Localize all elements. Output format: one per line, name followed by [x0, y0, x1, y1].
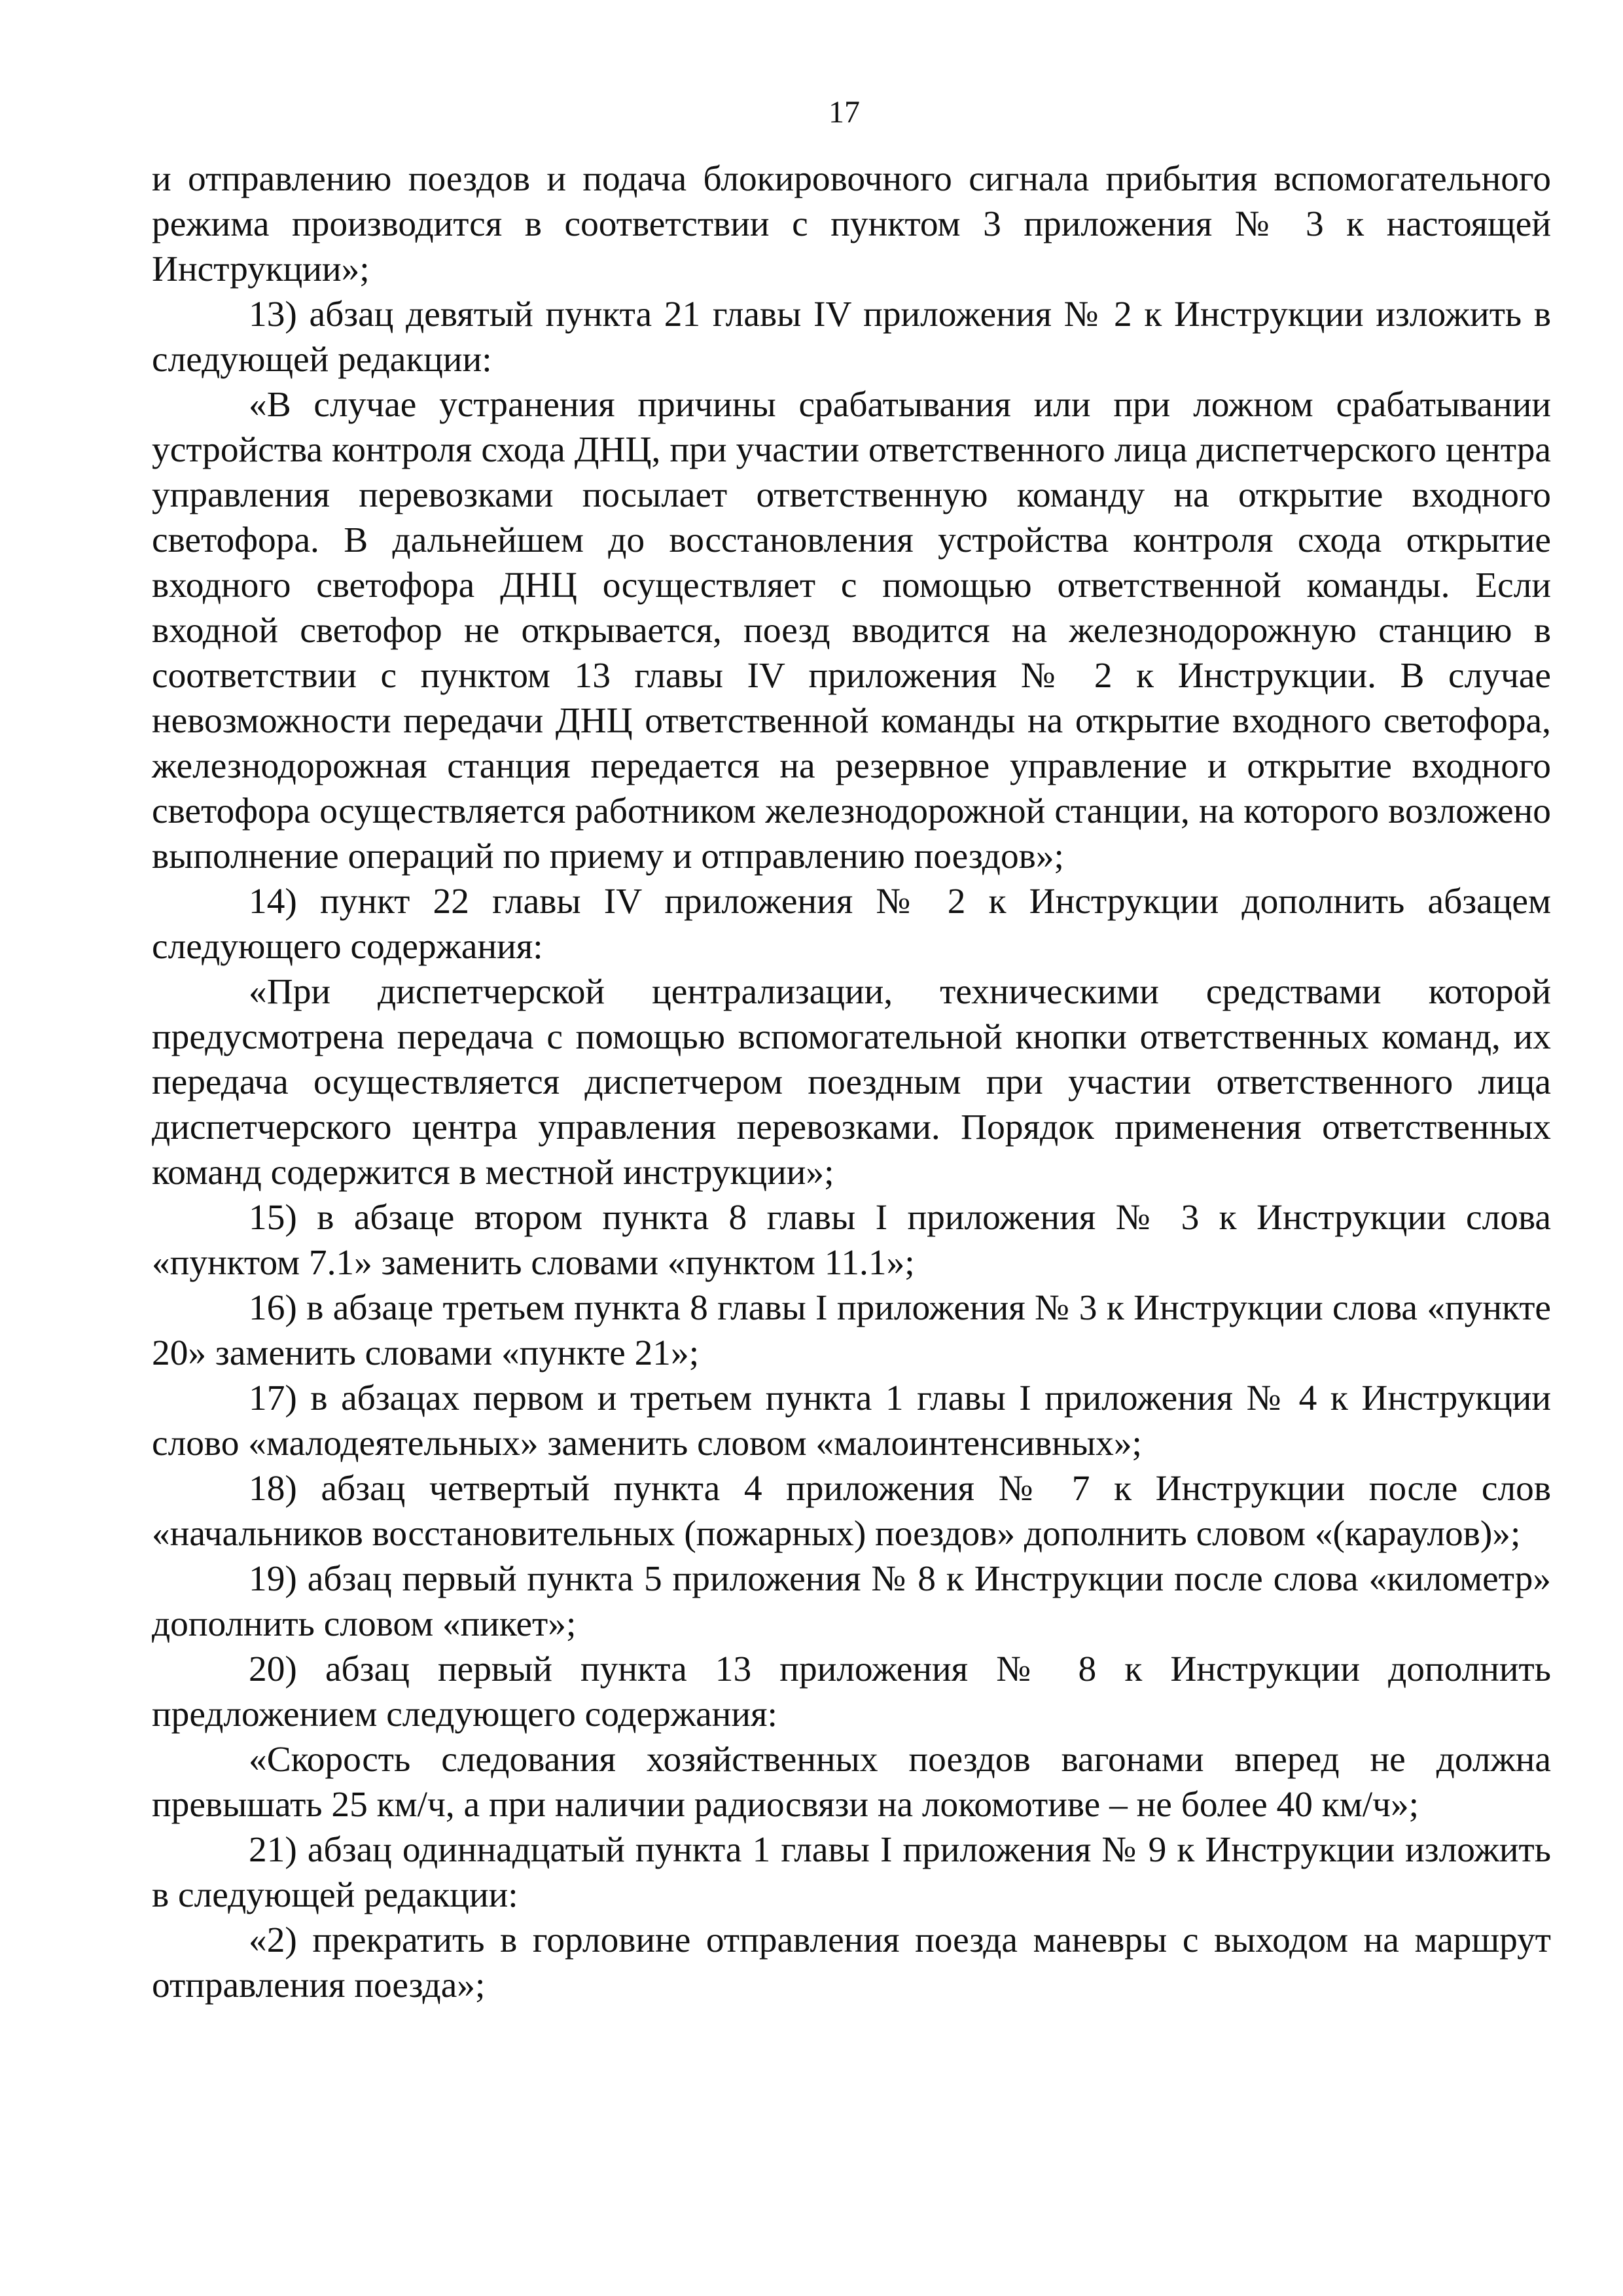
paragraph: 16) в абзаце третьем пункта 8 главы I приложения № 3 к Инструкции слова «пункте 20» заменить словами «пункте 21»;	[152, 1287, 1551, 1372]
paragraph: 13) абзац девятый пункта 21 главы IV приложения № 2 к Инструкции изложить в следующей редакции:	[152, 294, 1551, 379]
paragraph: 21) абзац одиннадцатый пункта 1 главы I приложения № 9 к Инструкции изложить в следующей редакции:	[152, 1829, 1551, 1914]
page-number: 17	[829, 95, 860, 130]
paragraph: «В случае устранения причины срабатывания или при ложном срабатывании устройства контроля схода ДНЦ, при участии ответственного лица диспетчерского центра управления перевозками посылает ответственную команду на открытие входного светофора. В дальнейшем до восстановления устройства контроля схода открытие входного светофора ДНЦ осуществляет с помощью ответственной команды. Если входной светофор не открывается, поезд вводится на железнодорожную станцию в соответствии с пунктом 13 главы IV приложения № 2 к Инструкции. В случае невозможности передачи ДНЦ ответственной команды на открытие входного светофора, железнодорожная станция передается на резервное управление и открытие входного светофора осуществляется работником железнодорожной станции, на которого возложено выполнение операций по приему и отправлению поездов»;	[152, 384, 1551, 876]
paragraph: и отправлению поездов и подача блокировочного сигнала прибытия вспомогательного режима производится в соответствии с пунктом 3 приложения № 3 к настоящей Инструкции»;	[152, 158, 1551, 289]
paragraph: «При диспетчерской централизации, техническими средствами которой предусмотрена передача с помощью вспомогательной кнопки ответственных команд, их передача осуществляется диспетчером поездным при участии ответственного лица диспетчерского центра управления перевозками. Порядок применения ответственных команд содержится в местной инструкции»;	[152, 971, 1551, 1192]
document-body	[152, 156, 1551, 2007]
paragraph: 19) абзац первый пункта 5 приложения № 8 к Инструкции после слова «километр» дополнить словом «пикет»;	[152, 1558, 1551, 1643]
paragraph: 17) в абзацах первом и третьем пункта 1 главы I приложения № 4 к Инструкции слово «малодеятельных» заменить словом «малоинтенсивных»;	[152, 1378, 1551, 1463]
paragraph: 14) пункт 22 главы IV приложения № 2 к Инструкции дополнить абзацем следующего содержания:	[152, 881, 1551, 966]
paragraph: 20) абзац первый пункта 13 приложения № 8 к Инструкции дополнить предложением следующего содержания:	[152, 1649, 1551, 1734]
paragraph: 18) абзац четвертый пункта 4 приложения № 7 к Инструкции после слов «начальников восстановительных (пожарных) поездов» дополнить словом «(караулов)»;	[152, 1468, 1551, 1553]
paragraph: «Скорость следования хозяйственных поездов вагонами вперед не должна превышать 25 км/ч, а при наличии радиосвязи на локомотиве – не более 40 км/ч»;	[152, 1739, 1551, 1824]
paragraph: 15) в абзаце втором пункта 8 главы I приложения № 3 к Инструкции слова «пунктом 7.1» заменить словами «пунктом 11.1»;	[152, 1197, 1551, 1282]
paragraph: «2) прекратить в горловине отправления поезда маневры с выходом на маршрут отправления поезда»;	[152, 1920, 1551, 2005]
